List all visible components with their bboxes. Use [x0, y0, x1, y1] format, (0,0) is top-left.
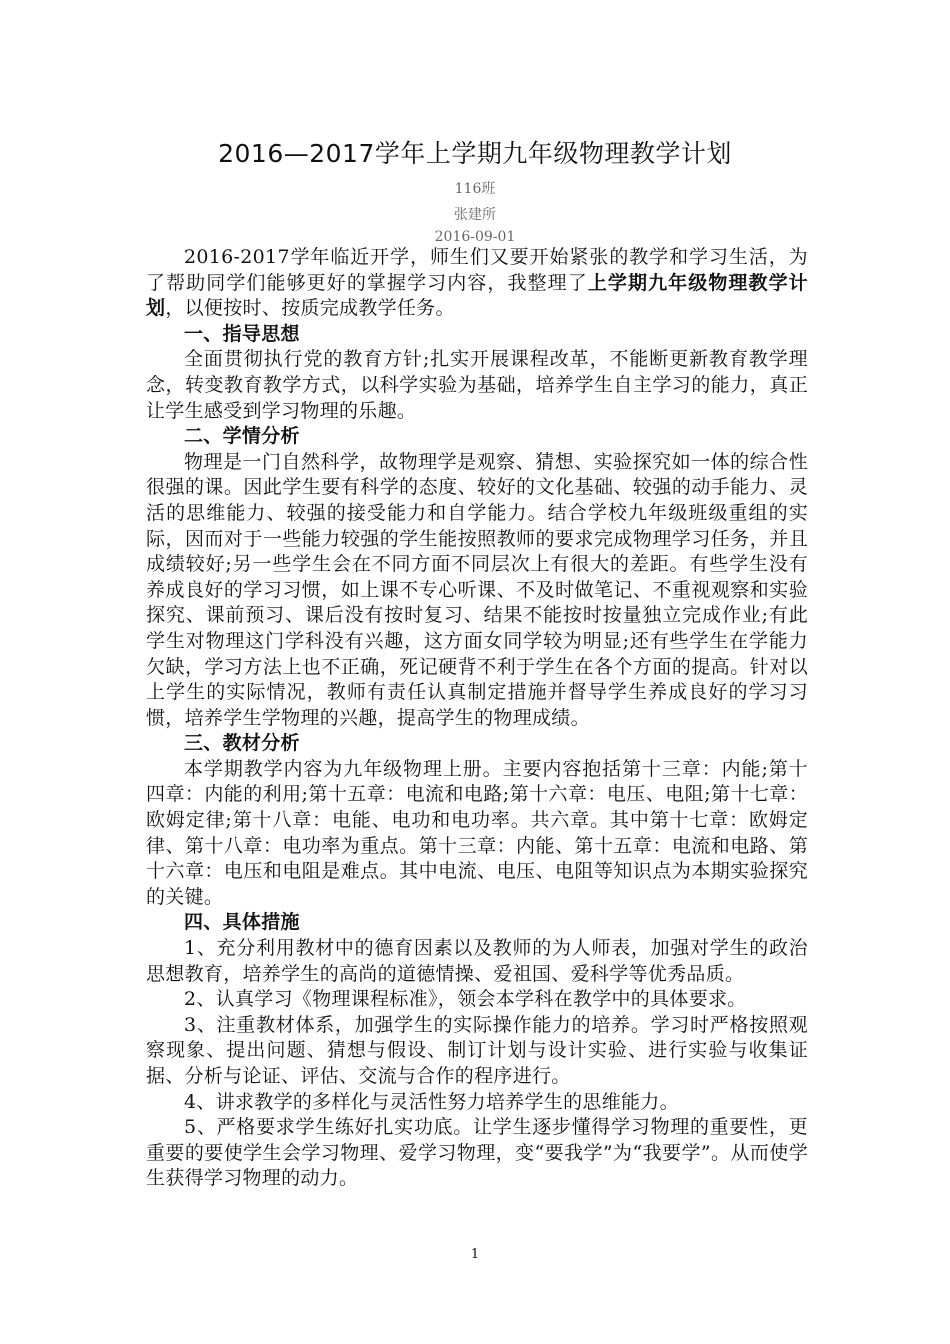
measure-item: 1、充分利用教材中的德育因素以及教师的为人师表，加强对学生的政治思想教育，培养学生的高尚的道德情操、爱祖国、爱科学等优秀品质。	[146, 937, 808, 985]
document-body	[146, 245, 808, 1192]
section-heading: 一、指导思想	[184, 322, 300, 345]
intro-paragraph	[146, 245, 808, 322]
measure-item: 2、认真学习《物理课程标准》，领会本学科在教学中的具体要求。	[184, 988, 747, 1011]
section-heading: 二、学情分析	[184, 425, 300, 448]
measure-item: 3、注重教材体系，加强学生的实际操作能力的培养。学习时严格按照观察现象、提出问题、猜想与假设、制订计划与设计实验、进行实验与收集证据、分析与论证、评估、交流与合作的程序进行。	[146, 1013, 808, 1087]
intro-text-2: ，以便按时、按质完成教学任务。	[165, 297, 455, 320]
intro-bold-text: 上学期九年级物理教学计划	[146, 271, 808, 320]
section-paragraph: 本学期教学内容为九年级物理上册。主要内容抱括第十三章：内能;第十四章：内能的利用;第十五章：电流和电路;第十六章：电压、电阻;第十七章：欧姆定律;第十八章：电能、电功和电功率。共六章。其中第十七章：欧姆定律、第十八章：电功率为重点。第十三章：内能、第十五章：电流和电路、第十六章：电压和电阻是难点。其中电流、电压、电阻等知识点为本期实验探究的关键。	[146, 757, 808, 908]
author-name: 张建所	[454, 207, 496, 223]
intro-text-1: 2016-2017学年临近开学，师生们又要开始紧张的教学和学习生活，为了帮助同学们能够更好的掌握学习内容，我整理了	[146, 246, 808, 294]
section-paragraph: 物理是一门自然科学，故物理学是观察、猜想、实验探究如一体的综合性很强的课。因此学生要有科学的态度、较好的文化基础、较强的动手能力、灵活的思维能力、较强的接受能力和自学能力。结合学校九年级班级重组的实际，因而对于一些能力较强的学生能按照教师的要求完成物理学习任务，并且成绩较好;另一些学生会在不同方面不同层次上有很大的差距。有些学生没有养成良好的学习习惯，如上课不专心听课、不及时做笔记、不重视观察和实验探究、课前预习、课后没有按时复习、结果不能按时按量独立完成作业;有此学生对物理这门学科没有兴趣，这方面女同学较为明显;还有些学生在学能力欠缺，学习方法上也不正确，死记硬背不利于学生在各个方面的提高。针对以上学生的实际情况，教师有责任认真制定措施并督导学生养成良好的学习习惯，培养学生学物理的兴趣，提高学生的物理成绩。	[146, 450, 808, 729]
page-number: 1	[470, 1247, 480, 1262]
section-heading: 四、具体措施	[184, 911, 300, 934]
document-date: 2016-09-01	[434, 229, 516, 245]
measure-item: 5、严格要求学生练好扎实功底。让学生逐步懂得学习物理的重要性，更重要的要使学生会学习物理、爱学习物理，变“要我学”为“我要学”。从而使学生获得学习物理的动力。	[146, 1116, 808, 1190]
section-heading: 三、教材分析	[184, 732, 300, 755]
document-title: 2016—2017学年上学期九年级物理教学计划	[218, 139, 732, 168]
section-paragraph: 全面贯彻执行党的教育方针;扎实开展课程改革，不能断更新教育教学理念，转变教育教学方式，以科学实验为基础，培养学生自主学习的能力，真正让学生感受到学习物理的乐趣。	[146, 348, 808, 422]
class-label: 116班	[454, 181, 496, 197]
measure-item: 4、讲求教学的多样化与灵活性努力培养学生的思维能力。	[184, 1090, 679, 1113]
